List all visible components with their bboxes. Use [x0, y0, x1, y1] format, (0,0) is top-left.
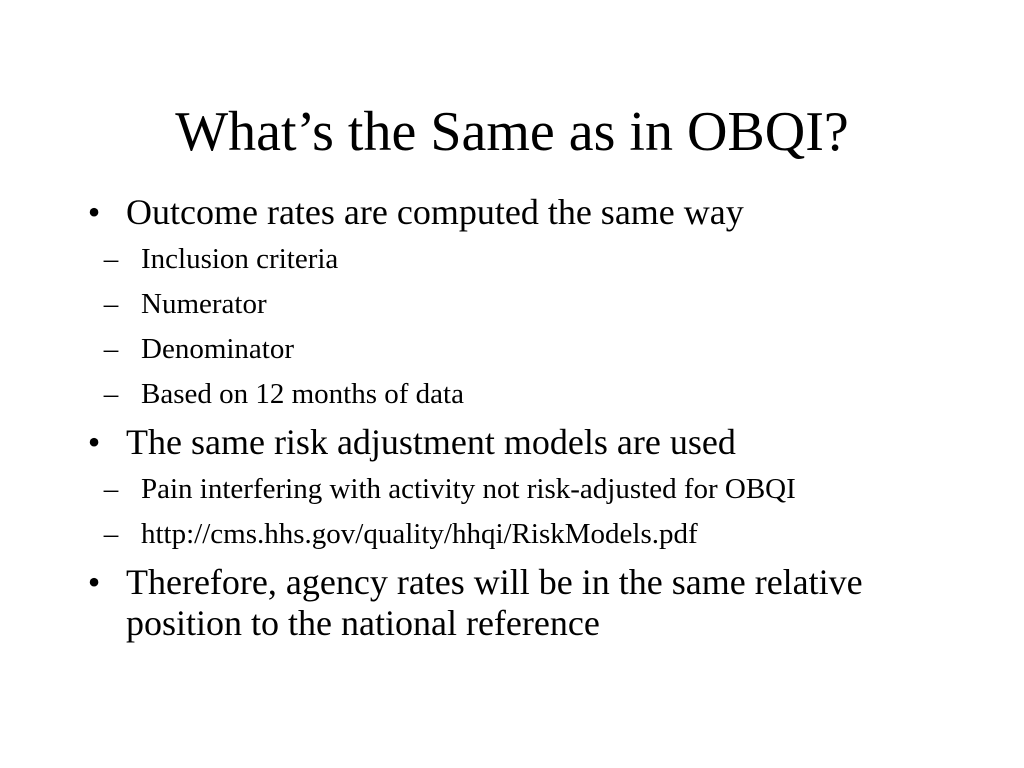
bullet-item — [84, 192, 864, 233]
sub-bullet-item — [96, 471, 864, 507]
bullet-icon: • — [87, 422, 101, 462]
sub-bullet-item — [96, 286, 864, 322]
slide-title: What’s the Same as in OBQI? — [175, 101, 849, 163]
sub-bullet-text: Inclusion criteria — [141, 243, 339, 275]
sub-bullet-item — [96, 516, 864, 552]
sub-bullet-item — [96, 241, 864, 277]
dash-icon: – — [103, 518, 119, 550]
bullet-icon: • — [87, 192, 101, 232]
bullet-icon: • — [87, 562, 101, 602]
slide-body — [84, 192, 864, 652]
bullet-text: The same risk adjustment models are used — [126, 422, 736, 462]
sub-bullet-text: Based on 12 months of data — [141, 378, 464, 410]
dash-icon: – — [103, 288, 119, 320]
bullet-item — [84, 562, 864, 644]
sub-bullet-text: Denominator — [141, 333, 295, 365]
sub-bullet-item — [96, 376, 864, 412]
bullet-item — [84, 422, 864, 463]
dash-icon: – — [103, 378, 119, 410]
sub-bullet-text: Pain interfering with activity not risk-adjusted for OBQI — [141, 473, 796, 505]
sub-bullet-list — [84, 471, 864, 552]
bullet-text: Therefore, agency rates will be in the same relative position to the national reference — [126, 562, 863, 643]
sub-list-wrapper — [84, 471, 864, 552]
sub-bullet-text: http://cms.hhs.gov/quality/hhqi/RiskModels.pdf — [141, 518, 698, 550]
bullet-list — [84, 192, 864, 644]
sub-list-wrapper — [84, 241, 864, 412]
dash-icon: – — [103, 333, 119, 365]
sub-bullet-text: Numerator — [141, 288, 267, 320]
sub-bullet-item — [96, 331, 864, 367]
sub-bullet-list — [84, 241, 864, 412]
dash-icon: – — [103, 243, 119, 275]
dash-icon: – — [103, 473, 119, 505]
bullet-text: Outcome rates are computed the same way — [126, 192, 744, 232]
